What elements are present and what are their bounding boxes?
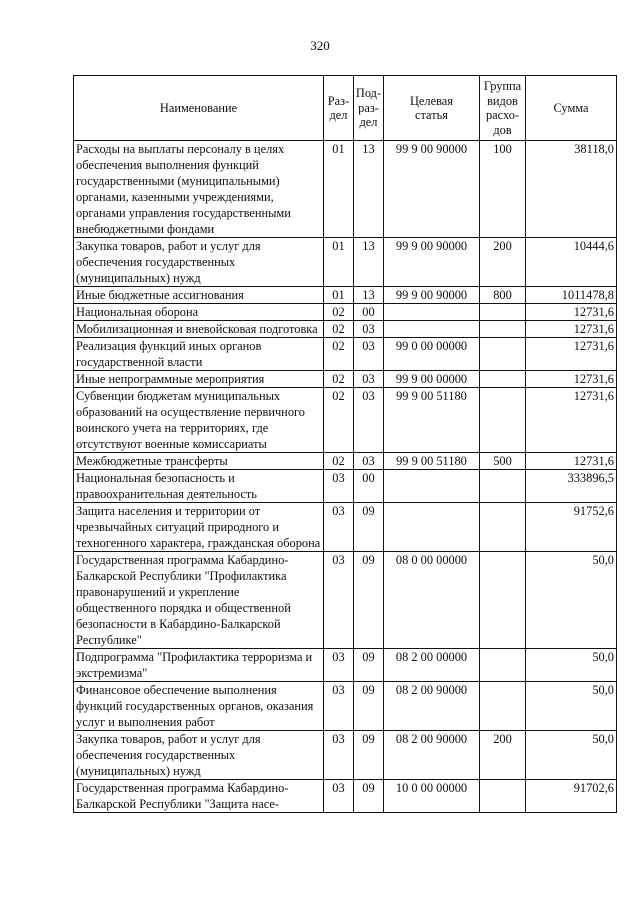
cell-name: Государственная программа Кабардино-Балкарской Республики "Защита насе- [74,780,324,813]
cell-gruppa [480,682,526,731]
header-razdel: Раз- дел [324,76,354,141]
table-row [74,731,617,780]
cell-summa: 12731,6 [526,304,617,321]
cell-statya: 99 0 00 00000 [384,338,480,371]
header-podrazdel: Под- раз- дел [354,76,384,141]
cell-gruppa [480,552,526,649]
cell-statya: 99 9 00 51180 [384,453,480,470]
cell-podrazdel: 13 [354,287,384,304]
cell-podrazdel: 09 [354,731,384,780]
cell-razdel: 01 [324,238,354,287]
cell-gruppa [480,649,526,682]
table-row [74,388,617,453]
cell-name: Национальная оборона [74,304,324,321]
cell-razdel: 01 [324,287,354,304]
cell-summa: 38118,0 [526,141,617,238]
cell-statya: 08 2 00 90000 [384,731,480,780]
cell-podrazdel: 13 [354,238,384,287]
cell-podrazdel: 00 [354,304,384,321]
table-row [74,453,617,470]
cell-summa: 333896,5 [526,470,617,503]
cell-podrazdel: 00 [354,470,384,503]
cell-gruppa: 200 [480,731,526,780]
cell-gruppa [480,503,526,552]
cell-summa: 50,0 [526,649,617,682]
cell-podrazdel: 03 [354,321,384,338]
cell-razdel: 02 [324,371,354,388]
cell-razdel: 03 [324,503,354,552]
table-row [74,503,617,552]
cell-gruppa: 200 [480,238,526,287]
cell-statya [384,503,480,552]
cell-podrazdel: 09 [354,780,384,813]
cell-gruppa [480,371,526,388]
cell-gruppa [480,388,526,453]
table-row [74,780,617,813]
cell-razdel: 03 [324,780,354,813]
cell-summa: 50,0 [526,552,617,649]
cell-gruppa [480,338,526,371]
cell-gruppa [480,321,526,338]
cell-summa: 12731,6 [526,388,617,453]
table-header-row [74,76,617,141]
cell-name: Межбюджетные трансферты [74,453,324,470]
cell-razdel: 03 [324,649,354,682]
cell-podrazdel: 09 [354,503,384,552]
cell-gruppa: 500 [480,453,526,470]
cell-razdel: 02 [324,304,354,321]
cell-gruppa [480,780,526,813]
cell-name: Подпрограмма "Профилактика терроризма и экстремизма" [74,649,324,682]
cell-statya: 99 9 00 90000 [384,238,480,287]
cell-statya: 99 9 00 90000 [384,141,480,238]
cell-podrazdel: 13 [354,141,384,238]
table-row [74,682,617,731]
cell-podrazdel: 09 [354,682,384,731]
table-row [74,338,617,371]
cell-razdel: 03 [324,470,354,503]
cell-statya: 10 0 00 00000 [384,780,480,813]
cell-statya: 08 0 00 00000 [384,552,480,649]
table-row [74,321,617,338]
table-row [74,238,617,287]
cell-summa: 91702,6 [526,780,617,813]
header-statya: Целевая статья [384,76,480,141]
cell-summa: 12731,6 [526,371,617,388]
cell-podrazdel: 03 [354,371,384,388]
cell-name: Национальная безопасность и правоохранительная деятельность [74,470,324,503]
table-row [74,287,617,304]
cell-razdel: 02 [324,388,354,453]
cell-summa: 1011478,8 [526,287,617,304]
table-row [74,649,617,682]
cell-name: Мобилизационная и вневойсковая подготовка [74,321,324,338]
cell-podrazdel: 03 [354,453,384,470]
cell-razdel: 02 [324,321,354,338]
cell-podrazdel: 09 [354,552,384,649]
cell-gruppa: 800 [480,287,526,304]
cell-gruppa [480,470,526,503]
cell-statya [384,321,480,338]
cell-statya: 99 9 00 51180 [384,388,480,453]
table-row [74,552,617,649]
cell-statya: 99 9 00 00000 [384,371,480,388]
cell-name: Иные бюджетные ассигнования [74,287,324,304]
table-row [74,470,617,503]
header-gruppa: Группа видов расхо- дов [480,76,526,141]
cell-name: Защита населения и территории от чрезвычайных ситуаций природного и техногенного характера, гражданская оборона [74,503,324,552]
cell-razdel: 03 [324,731,354,780]
cell-statya: 08 2 00 00000 [384,649,480,682]
table-body [74,141,617,813]
cell-statya: 08 2 00 90000 [384,682,480,731]
cell-razdel: 01 [324,141,354,238]
header-name: Наименование [74,76,324,141]
table-row [74,371,617,388]
cell-razdel: 02 [324,338,354,371]
table-row [74,304,617,321]
cell-gruppa [480,304,526,321]
cell-name: Закупка товаров, работ и услуг для обеспечения государственных (муниципальных) нужд [74,238,324,287]
cell-name: Субвенции бюджетам муниципальных образований на осуществление первичного воинского учета на территориях, где отсутствуют военные комиссариаты [74,388,324,453]
cell-podrazdel: 03 [354,338,384,371]
cell-razdel: 03 [324,682,354,731]
cell-name: Иные непрограммные мероприятия [74,371,324,388]
cell-gruppa: 100 [480,141,526,238]
cell-summa: 50,0 [526,682,617,731]
cell-summa: 12731,6 [526,321,617,338]
header-summa: Сумма [526,76,617,141]
cell-name: Реализация функций иных органов государственной власти [74,338,324,371]
cell-name: Закупка товаров, работ и услуг для обеспечения государственных (муниципальных) нужд [74,731,324,780]
cell-razdel: 02 [324,453,354,470]
cell-summa: 10444,6 [526,238,617,287]
table-row [74,141,617,238]
cell-razdel: 03 [324,552,354,649]
cell-statya: 99 9 00 90000 [384,287,480,304]
cell-podrazdel: 09 [354,649,384,682]
cell-podrazdel: 03 [354,388,384,453]
cell-name: Государственная программа Кабардино-Балкарской Республики "Профилактика правонарушений и укрепление общественного порядка и общественной безопасности в Кабардино-Балкарской Республике" [74,552,324,649]
page-number: 320 [310,38,330,53]
budget-table [73,75,617,813]
cell-summa: 12731,6 [526,338,617,371]
cell-name: Расходы на выплаты персоналу в целях обеспечения выполнения функций государственными (муниципальными) органами, казенными учреждениями, органами управления государственными внебюджетными фондами [74,141,324,238]
cell-summa: 50,0 [526,731,617,780]
cell-summa: 91752,6 [526,503,617,552]
cell-statya [384,304,480,321]
cell-summa: 12731,6 [526,453,617,470]
cell-name: Финансовое обеспечение выполнения функций государственных органов, оказания услуг и выполнения работ [74,682,324,731]
cell-statya [384,470,480,503]
